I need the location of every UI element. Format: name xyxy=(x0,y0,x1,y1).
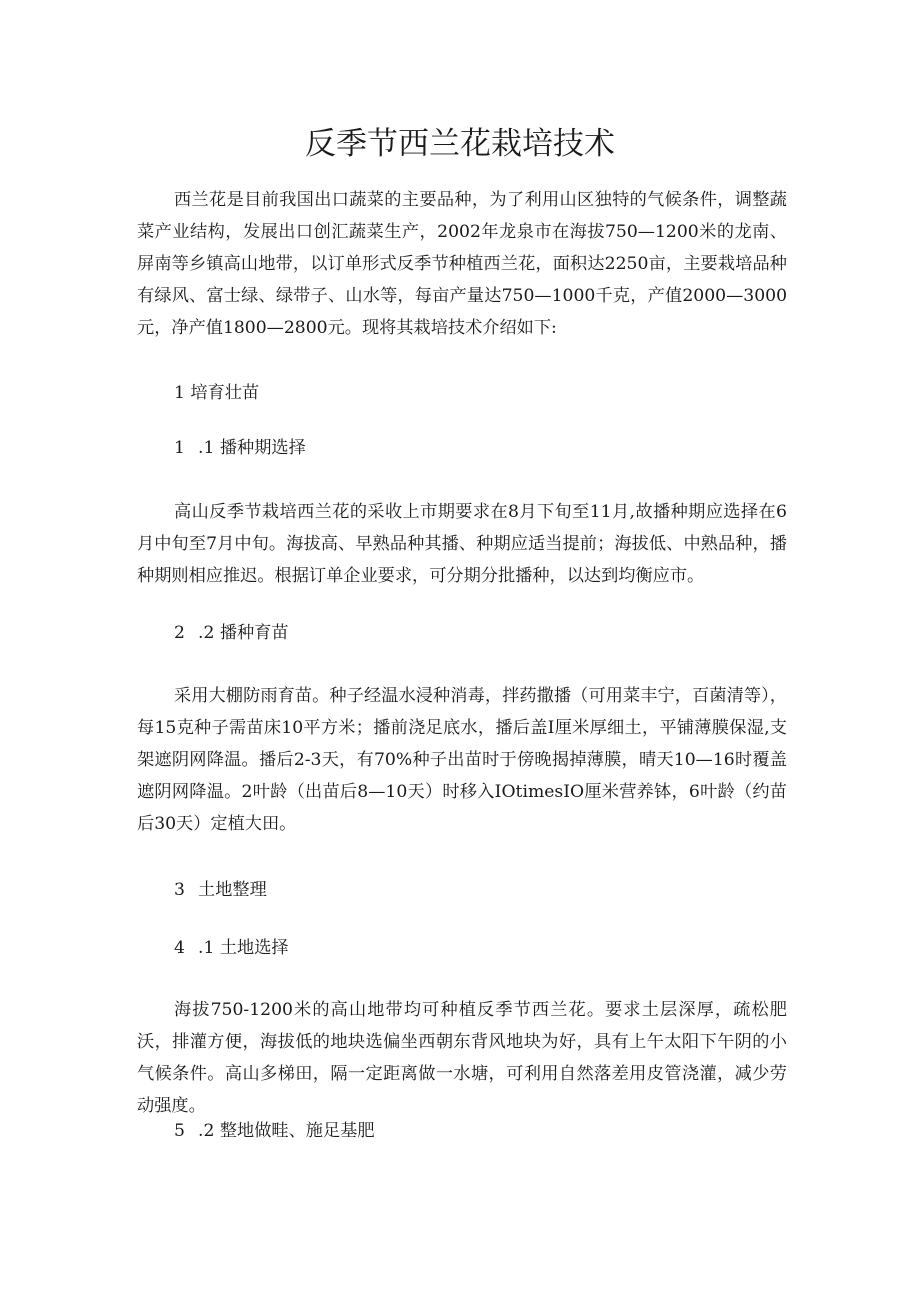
section-number: 2 xyxy=(174,623,185,643)
section-title: 土地整理 xyxy=(198,880,267,900)
section-heading-1-1 xyxy=(174,432,306,464)
section-heading-2-2 xyxy=(174,1115,375,1147)
section-title: .2 播种育苗 xyxy=(198,623,289,643)
paragraph-sowing-period: 高山反季节栽培西兰花的采收上市期要求在8月下旬至11月,故播种期应选择在6月中旬至7月中旬。海拔高、早熟品种其播、种期应适当提前；海拔低、中熟品种，播种期则相应推迟。根据订单企业要求，可分期分批播种，以达到均衡应市。 xyxy=(137,502,787,586)
section-title: 培育壮苗 xyxy=(190,383,260,403)
section-heading-2 xyxy=(174,874,267,906)
section-title: .1 土地选择 xyxy=(198,938,289,958)
section-title: .2 整地做畦、施足基肥 xyxy=(198,1121,375,1141)
section-heading-1 xyxy=(174,377,259,409)
section-title: .1 播种期选择 xyxy=(198,438,306,458)
intro-paragraph: 西兰花是目前我国出口蔬菜的主要品种，为了利用山区独特的气候条件，调整蔬菜产业结构，发展出口创汇蔬菜生产，2002年龙泉市在海拔750—1200米的龙南、屏南等乡镇高山地带，以订单形式反季节种植西兰花，面积达2250亩，主要栽培品种有绿风、富士绿、绿带子、山水等，每亩产量达750—1000千克，产值2000—3000元，净产值1800—2800元。现将其栽培技术介绍如下: xyxy=(137,190,787,338)
paragraph-seedling: 采用大棚防雨育苗。种子经温水浸种消毒，拌药撒播（可用菜丰宁，百菌清等），每15克种子需苗床10平方米；播前浇足底水，播后盖I厘米厚细土，平铺薄膜保湿,支架遮阴网降温。播后2-3天，有70%种子出苗时于傍晚揭掉薄膜，晴天10—16时覆盖遮阴网降温。2叶龄（出苗后8—10天）时移入IOtimesIO厘米营养钵，6叶龄（约苗后30天）定植大田。 xyxy=(137,686,787,834)
section-number: 5 xyxy=(174,1121,185,1141)
section-heading-2-1 xyxy=(174,932,289,964)
section-heading-1-2 xyxy=(174,617,289,649)
section-number: 1 xyxy=(174,438,185,458)
section-number: 4 xyxy=(174,938,185,958)
paragraph-land-selection: 海拔750-1200米的高山地带均可种植反季节西兰花。要求土层深厚，疏松肥沃，排灌方便，海拔低的地块选偏坐西朝东背风地块为好，具有上午太阳下午阴的小气候条件。高山多梯田，隔一定距离做一水塘，可利用自然落差用皮管浇灌，减少劳动强度。 xyxy=(137,1000,787,1116)
section-number: 3 xyxy=(174,880,185,900)
section-number: 1 xyxy=(174,383,185,403)
document-title: 反季节西兰花栽培技术 xyxy=(305,126,615,162)
